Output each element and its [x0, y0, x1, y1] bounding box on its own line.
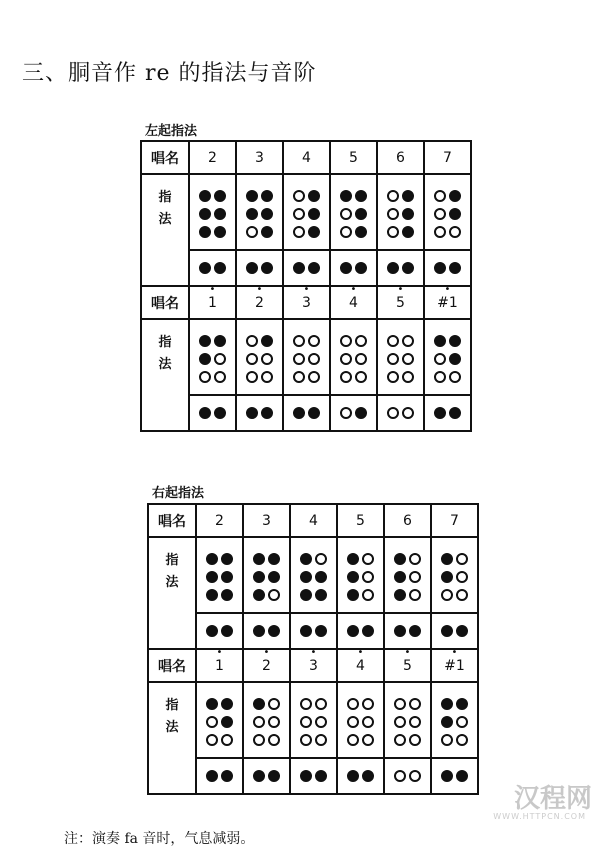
closed-hole-icon: [315, 589, 327, 601]
thumb-hole-pattern: [246, 262, 273, 274]
open-hole-icon: [246, 353, 258, 365]
open-hole-icon: [347, 734, 359, 746]
note-name-row: [141, 141, 471, 174]
hole-pattern: [300, 553, 327, 601]
closed-hole-icon: [253, 571, 265, 583]
thumb-row: [148, 613, 478, 649]
open-hole-icon: [409, 734, 421, 746]
closed-hole-icon: [362, 625, 374, 637]
closed-hole-icon: [268, 625, 280, 637]
watermark-logo: 汉程网: [513, 784, 592, 814]
thumb-hole-pattern: [206, 770, 233, 782]
fingering-row: [141, 174, 471, 250]
open-hole-icon: [293, 208, 305, 220]
thumb-hole-pattern: [199, 407, 226, 419]
thumb-hole-pattern: [434, 262, 461, 274]
closed-hole-icon: [308, 407, 320, 419]
open-hole-icon: [206, 734, 218, 746]
row-header: 唱名: [148, 504, 196, 537]
open-hole-icon: [308, 335, 320, 347]
note-name-row: [141, 286, 471, 319]
closed-hole-icon: [253, 589, 265, 601]
open-hole-icon: [214, 371, 226, 383]
open-hole-icon: [340, 335, 352, 347]
closed-hole-icon: [441, 698, 453, 710]
hole-pattern: [246, 335, 273, 383]
open-hole-icon: [394, 734, 406, 746]
thumb-hole-pattern: [347, 625, 374, 637]
closed-hole-icon: [199, 226, 211, 238]
hole-pattern: [199, 190, 226, 238]
open-hole-icon: [362, 553, 374, 565]
open-hole-icon: [434, 353, 446, 365]
open-hole-icon: [355, 371, 367, 383]
hole-pattern: [293, 335, 320, 383]
fingering-row: [148, 682, 478, 758]
hole-pattern: [394, 698, 421, 746]
closed-hole-icon: [449, 190, 461, 202]
closed-hole-icon: [246, 262, 258, 274]
open-hole-icon: [449, 226, 461, 238]
closed-hole-icon: [355, 262, 367, 274]
closed-hole-icon: [206, 571, 218, 583]
note-name: • 2: [236, 286, 283, 319]
open-hole-icon: [253, 734, 265, 746]
closed-hole-icon: [253, 770, 265, 782]
closed-hole-icon: [434, 407, 446, 419]
note-name-row: [148, 504, 478, 537]
row-header: 唱名: [141, 141, 189, 174]
hole-pattern: [441, 553, 468, 601]
note-name: 5: [337, 504, 384, 537]
note-name: • #1: [424, 286, 471, 319]
open-hole-icon: [456, 571, 468, 583]
hole-pattern: [347, 553, 374, 601]
closed-hole-icon: [300, 625, 312, 637]
closed-hole-icon: [300, 571, 312, 583]
closed-hole-icon: [308, 208, 320, 220]
open-hole-icon: [409, 589, 421, 601]
open-hole-icon: [340, 371, 352, 383]
thumb-hole-pattern: [293, 407, 320, 419]
open-hole-icon: [402, 371, 414, 383]
closed-hole-icon: [449, 335, 461, 347]
closed-hole-icon: [199, 353, 211, 365]
closed-hole-icon: [206, 625, 218, 637]
note-name: 6: [377, 141, 424, 174]
hole-pattern: [206, 698, 233, 746]
open-hole-icon: [268, 698, 280, 710]
closed-hole-icon: [253, 625, 265, 637]
open-hole-icon: [456, 553, 468, 565]
open-hole-icon: [402, 407, 414, 419]
closed-hole-icon: [434, 335, 446, 347]
closed-hole-icon: [221, 698, 233, 710]
row-header: 唱名: [148, 649, 196, 682]
open-hole-icon: [253, 716, 265, 728]
thumb-hole-pattern: [206, 625, 233, 637]
hole-pattern: [340, 190, 367, 238]
closed-hole-icon: [214, 226, 226, 238]
open-hole-icon: [261, 353, 273, 365]
thumb-hole-pattern: [253, 625, 280, 637]
footnote: 注：演奏 fa 音时，气息减弱。: [64, 831, 255, 847]
note-name: • 5: [377, 286, 424, 319]
open-hole-icon: [246, 226, 258, 238]
open-hole-icon: [300, 716, 312, 728]
thumb-hole-pattern: [347, 770, 374, 782]
fingering-label: 指 法: [141, 319, 189, 431]
hole-pattern: [300, 698, 327, 746]
closed-hole-icon: [434, 262, 446, 274]
open-hole-icon: [409, 698, 421, 710]
thumb-hole-pattern: [246, 407, 273, 419]
hole-pattern: [199, 335, 226, 383]
closed-hole-icon: [449, 407, 461, 419]
open-hole-icon: [387, 353, 399, 365]
note-name: 7: [424, 141, 471, 174]
open-hole-icon: [347, 716, 359, 728]
open-hole-icon: [362, 716, 374, 728]
open-hole-icon: [315, 716, 327, 728]
hole-pattern: [434, 335, 461, 383]
open-hole-icon: [387, 208, 399, 220]
closed-hole-icon: [261, 335, 273, 347]
open-hole-icon: [387, 371, 399, 383]
open-hole-icon: [362, 698, 374, 710]
closed-hole-icon: [214, 407, 226, 419]
section-caption-left: 左起指法: [145, 124, 198, 139]
closed-hole-icon: [355, 190, 367, 202]
closed-hole-icon: [347, 571, 359, 583]
open-hole-icon: [315, 698, 327, 710]
closed-hole-icon: [293, 262, 305, 274]
thumb-row: [148, 758, 478, 794]
thumb-row: [141, 395, 471, 431]
hole-pattern: [347, 698, 374, 746]
thumb-hole-pattern: [300, 770, 327, 782]
closed-hole-icon: [221, 716, 233, 728]
closed-hole-icon: [199, 208, 211, 220]
closed-hole-icon: [253, 698, 265, 710]
closed-hole-icon: [221, 553, 233, 565]
open-hole-icon: [434, 226, 446, 238]
note-name: • 4: [337, 649, 384, 682]
thumb-hole-pattern: [387, 407, 414, 419]
open-hole-icon: [214, 353, 226, 365]
closed-hole-icon: [347, 553, 359, 565]
closed-hole-icon: [206, 698, 218, 710]
closed-hole-icon: [449, 208, 461, 220]
open-hole-icon: [347, 698, 359, 710]
open-hole-icon: [293, 335, 305, 347]
closed-hole-icon: [221, 625, 233, 637]
closed-hole-icon: [199, 262, 211, 274]
closed-hole-icon: [199, 190, 211, 202]
closed-hole-icon: [261, 226, 273, 238]
closed-hole-icon: [402, 208, 414, 220]
closed-hole-icon: [456, 770, 468, 782]
fingering-label: 指 法: [148, 537, 196, 649]
open-hole-icon: [221, 734, 233, 746]
open-hole-icon: [362, 571, 374, 583]
closed-hole-icon: [221, 770, 233, 782]
thumb-hole-pattern: [441, 625, 468, 637]
closed-hole-icon: [221, 589, 233, 601]
closed-hole-icon: [246, 190, 258, 202]
note-name: • #1: [431, 649, 478, 682]
open-hole-icon: [293, 353, 305, 365]
open-hole-icon: [441, 589, 453, 601]
closed-hole-icon: [199, 335, 211, 347]
fingering-table-right: [147, 503, 479, 795]
closed-hole-icon: [315, 571, 327, 583]
open-hole-icon: [268, 734, 280, 746]
open-hole-icon: [308, 371, 320, 383]
closed-hole-icon: [268, 571, 280, 583]
open-hole-icon: [394, 698, 406, 710]
open-hole-icon: [340, 407, 352, 419]
closed-hole-icon: [456, 625, 468, 637]
hole-pattern: [394, 553, 421, 601]
closed-hole-icon: [355, 226, 367, 238]
row-header: 唱名: [141, 286, 189, 319]
open-hole-icon: [293, 190, 305, 202]
closed-hole-icon: [246, 407, 258, 419]
closed-hole-icon: [441, 571, 453, 583]
open-hole-icon: [409, 571, 421, 583]
closed-hole-icon: [214, 335, 226, 347]
closed-hole-icon: [456, 698, 468, 710]
open-hole-icon: [362, 734, 374, 746]
open-hole-icon: [246, 371, 258, 383]
open-hole-icon: [199, 371, 211, 383]
closed-hole-icon: [199, 407, 211, 419]
fingering-row: [141, 319, 471, 395]
closed-hole-icon: [441, 625, 453, 637]
open-hole-icon: [308, 353, 320, 365]
open-hole-icon: [387, 407, 399, 419]
closed-hole-icon: [315, 625, 327, 637]
page-title: 三、胴音作 re 的指法与音阶: [22, 61, 317, 86]
open-hole-icon: [394, 716, 406, 728]
closed-hole-icon: [340, 262, 352, 274]
closed-hole-icon: [261, 407, 273, 419]
closed-hole-icon: [347, 589, 359, 601]
closed-hole-icon: [449, 262, 461, 274]
closed-hole-icon: [347, 770, 359, 782]
closed-hole-icon: [300, 770, 312, 782]
fingering-label: 指 法: [141, 174, 189, 286]
closed-hole-icon: [261, 208, 273, 220]
open-hole-icon: [315, 734, 327, 746]
note-name: • 4: [330, 286, 377, 319]
note-name: 2: [196, 504, 243, 537]
thumb-hole-pattern: [340, 407, 367, 419]
note-name: • 1: [196, 649, 243, 682]
open-hole-icon: [315, 553, 327, 565]
closed-hole-icon: [300, 589, 312, 601]
closed-hole-icon: [347, 625, 359, 637]
closed-hole-icon: [214, 262, 226, 274]
hole-pattern: [253, 698, 280, 746]
closed-hole-icon: [214, 190, 226, 202]
hole-pattern: [293, 190, 320, 238]
hole-pattern: [387, 335, 414, 383]
watermark-url: WWW.HTTPCN.COM: [493, 812, 586, 821]
closed-hole-icon: [394, 571, 406, 583]
open-hole-icon: [449, 371, 461, 383]
note-name: 6: [384, 504, 431, 537]
closed-hole-icon: [355, 208, 367, 220]
open-hole-icon: [394, 770, 406, 782]
closed-hole-icon: [293, 407, 305, 419]
closed-hole-icon: [261, 190, 273, 202]
closed-hole-icon: [387, 262, 399, 274]
note-name: 2: [189, 141, 236, 174]
hole-pattern: [434, 190, 461, 238]
open-hole-icon: [402, 335, 414, 347]
open-hole-icon: [434, 371, 446, 383]
section-caption-right: 右起指法: [152, 486, 205, 501]
closed-hole-icon: [449, 353, 461, 365]
closed-hole-icon: [261, 262, 273, 274]
hole-pattern: [441, 698, 468, 746]
note-name: 3: [236, 141, 283, 174]
closed-hole-icon: [362, 770, 374, 782]
open-hole-icon: [246, 335, 258, 347]
closed-hole-icon: [340, 190, 352, 202]
open-hole-icon: [300, 734, 312, 746]
thumb-hole-pattern: [394, 625, 421, 637]
note-name: • 2: [243, 649, 290, 682]
closed-hole-icon: [315, 770, 327, 782]
note-name: • 3: [283, 286, 330, 319]
closed-hole-icon: [441, 553, 453, 565]
open-hole-icon: [387, 226, 399, 238]
open-hole-icon: [268, 589, 280, 601]
note-name: 5: [330, 141, 377, 174]
open-hole-icon: [206, 716, 218, 728]
open-hole-icon: [268, 716, 280, 728]
thumb-hole-pattern: [394, 770, 421, 782]
thumb-hole-pattern: [340, 262, 367, 274]
thumb-hole-pattern: [387, 262, 414, 274]
closed-hole-icon: [394, 625, 406, 637]
thumb-hole-pattern: [293, 262, 320, 274]
closed-hole-icon: [268, 553, 280, 565]
open-hole-icon: [409, 770, 421, 782]
open-hole-icon: [340, 208, 352, 220]
fingering-table-left: [140, 140, 472, 432]
open-hole-icon: [441, 734, 453, 746]
open-hole-icon: [456, 734, 468, 746]
open-hole-icon: [434, 208, 446, 220]
open-hole-icon: [402, 353, 414, 365]
closed-hole-icon: [355, 407, 367, 419]
open-hole-icon: [355, 353, 367, 365]
closed-hole-icon: [308, 226, 320, 238]
open-hole-icon: [456, 589, 468, 601]
note-name: 3: [243, 504, 290, 537]
thumb-hole-pattern: [300, 625, 327, 637]
open-hole-icon: [409, 716, 421, 728]
open-hole-icon: [387, 335, 399, 347]
note-name-row: [148, 649, 478, 682]
hole-pattern: [387, 190, 414, 238]
thumb-hole-pattern: [441, 770, 468, 782]
closed-hole-icon: [268, 770, 280, 782]
closed-hole-icon: [409, 625, 421, 637]
closed-hole-icon: [206, 553, 218, 565]
note-name: • 1: [189, 286, 236, 319]
open-hole-icon: [261, 371, 273, 383]
closed-hole-icon: [441, 716, 453, 728]
open-hole-icon: [387, 190, 399, 202]
open-hole-icon: [293, 371, 305, 383]
thumb-hole-pattern: [199, 262, 226, 274]
closed-hole-icon: [394, 553, 406, 565]
closed-hole-icon: [221, 571, 233, 583]
hole-pattern: [206, 553, 233, 601]
open-hole-icon: [409, 553, 421, 565]
note-name: • 3: [290, 649, 337, 682]
closed-hole-icon: [402, 226, 414, 238]
closed-hole-icon: [402, 190, 414, 202]
closed-hole-icon: [253, 553, 265, 565]
hole-pattern: [340, 335, 367, 383]
open-hole-icon: [456, 716, 468, 728]
closed-hole-icon: [300, 553, 312, 565]
closed-hole-icon: [246, 208, 258, 220]
closed-hole-icon: [206, 770, 218, 782]
open-hole-icon: [355, 335, 367, 347]
open-hole-icon: [434, 190, 446, 202]
hole-pattern: [246, 190, 273, 238]
open-hole-icon: [340, 226, 352, 238]
open-hole-icon: [293, 226, 305, 238]
closed-hole-icon: [308, 190, 320, 202]
open-hole-icon: [300, 698, 312, 710]
hole-pattern: [253, 553, 280, 601]
thumb-hole-pattern: [253, 770, 280, 782]
note-name: 4: [290, 504, 337, 537]
closed-hole-icon: [214, 208, 226, 220]
note-name: • 5: [384, 649, 431, 682]
thumb-row: [141, 250, 471, 286]
closed-hole-icon: [441, 770, 453, 782]
fingering-label: 指 法: [148, 682, 196, 794]
closed-hole-icon: [308, 262, 320, 274]
note-name: 7: [431, 504, 478, 537]
open-hole-icon: [362, 589, 374, 601]
closed-hole-icon: [394, 589, 406, 601]
fingering-row: [148, 537, 478, 613]
closed-hole-icon: [402, 262, 414, 274]
thumb-hole-pattern: [434, 407, 461, 419]
open-hole-icon: [340, 353, 352, 365]
note-name: 4: [283, 141, 330, 174]
closed-hole-icon: [206, 589, 218, 601]
